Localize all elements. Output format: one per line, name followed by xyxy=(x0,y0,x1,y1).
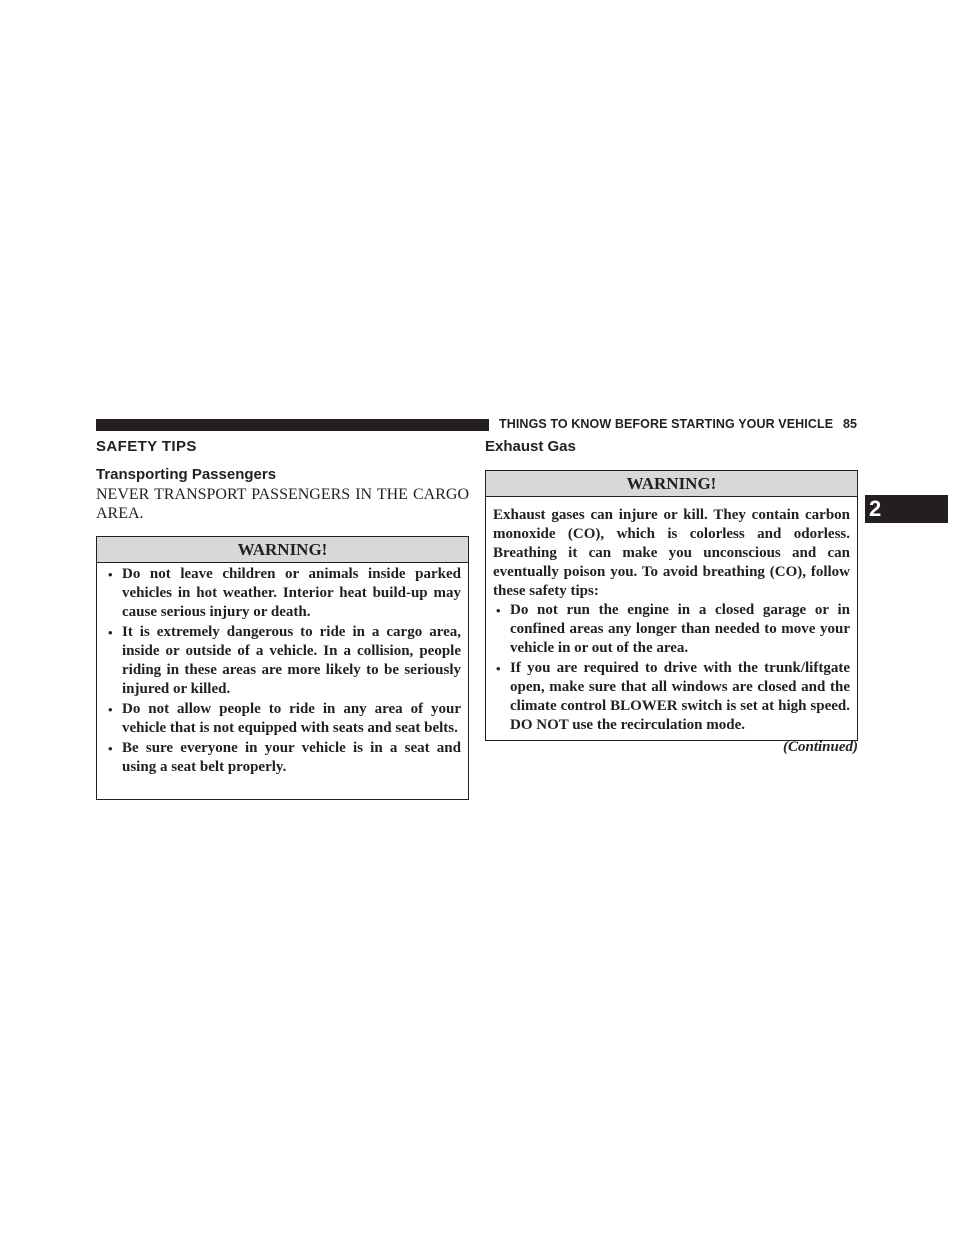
bullet-icon: • xyxy=(496,661,501,676)
warning-intro: Exhaust gases can injure or kill. They contain carbon monoxide (CO), which is colorless and odorless. Breathing it can make you unconscious and can eventually poison you. To avoid breathing (CO), follow these safety tips: xyxy=(493,507,850,599)
section-title: SAFETY TIPS xyxy=(96,438,197,455)
continued-note: (Continued) xyxy=(782,739,858,755)
chapter-tab: 2 xyxy=(865,495,948,523)
list-item: • Do not run the engine in a closed garage or in confined areas any longer than needed to move your vehicle in or out of the area. xyxy=(496,602,850,656)
cargo-notice: NEVER TRANSPORT PASSENGERS IN THE CARGO AREA. xyxy=(96,486,469,522)
warning-box-passengers xyxy=(96,536,469,800)
warning-box-exhaust xyxy=(485,470,858,741)
warning-title: WARNING! xyxy=(97,537,468,563)
list-item: • Be sure everyone in your vehicle is in a seat and using a seat belt properly. xyxy=(108,740,461,775)
warning-list xyxy=(493,601,850,735)
warning-body xyxy=(97,563,468,777)
running-title: THINGS TO KNOW BEFORE STARTING YOUR VEHICLE xyxy=(499,417,834,431)
list-item: • It is extremely dangerous to ride in a cargo area, inside or outside of a vehicle. In a collision, people riding in these areas are more likely to be seriously injured or killed. xyxy=(108,624,461,697)
bullet-icon: • xyxy=(108,625,113,640)
warning-list xyxy=(105,565,461,777)
bullet-icon: • xyxy=(108,741,113,756)
warning-title: WARNING! xyxy=(486,471,857,497)
list-item: • Do not allow people to ride in any area of your vehicle that is not equipped with seats and seat belts. xyxy=(108,701,461,736)
subsection-title-exhaust: Exhaust Gas xyxy=(485,438,576,455)
bullet-icon: • xyxy=(108,702,113,717)
bullet-icon: • xyxy=(108,567,113,582)
subsection-title-transporting: Transporting Passengers xyxy=(96,466,277,483)
list-item: • Do not leave children or animals inside parked vehicles in hot weather. Interior heat build-up may cause serious injury or death. xyxy=(108,566,461,620)
warning-body xyxy=(486,497,857,735)
bullet-icon: • xyxy=(496,603,501,618)
list-item: • If you are required to drive with the trunk/liftgate open, make sure that all windows are closed and the climate control BLOWER switch is set at high speed. DO NOT use the recirculation mode. xyxy=(496,660,850,733)
header-rule xyxy=(96,419,489,431)
page-number: 85 xyxy=(843,417,857,431)
